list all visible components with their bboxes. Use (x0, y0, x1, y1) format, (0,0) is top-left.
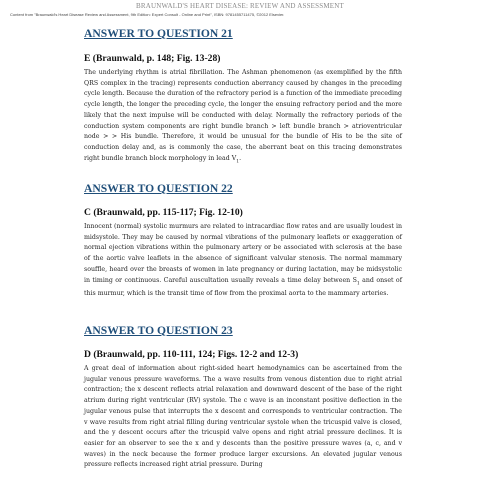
answer-body: A great deal of information about right-sided heart hemodynamics can be ascertained from the jugular venous pressure waveforms. The a wave results from venous distention due to right atrial contraction; the x descent reflects atrial relaxation and downward descent of the base of the right atrium during right ventricular (RV) systole. The c wave is an inconstant positive deflection in the jugular venous pulse that interrupts the x descent and corresponds to ventricular contraction. The v wave results from right atrial filling during ventricular systole when the tricuspid valve is closed, and the y descent occurs after the tricuspid valve opens and right atrial pressure declines. It is easier for an observer to see the x and y descents than the positive pressure waves (a, c, and v waves) in the neck because the former produce larger excursions. An elevated jugular venous pressure reflects increased right atrial pressure. During (84, 365, 402, 469)
subscript: 1 (236, 158, 240, 164)
answer-body (84, 68, 402, 168)
answer-body-text: Innocent (normal) systolic murmurs are related to intracardiac flow rates and are usually loudest in midsystole. They may be caused by normal vibrations of the pulmonary leaflets or exaggeration of normal ejection vibrations within the pulmonary artery or be associated with sclerosis at the base of the aortic valve leaflets in the absence of significant valvular stenosis. The normal mammary souffle, heard over the breasts of women in late pregnancy or during lactation, may be midsystolic in timing or continuous. Careful auscultation usually reveals a time delay between S (84, 223, 402, 284)
answer-reference: E (Braunwald, p. 148; Fig. 13-28) (84, 53, 221, 64)
answer-section-21 (84, 25, 402, 168)
answer-body-tail: and onset of this murmur, which is the transit time of flow from the proximal aorta to the mammary arteries. (84, 276, 403, 298)
running-head: BRAUNWALD'S HEART DISEASE: REVIEW AND ASSESSMENT (136, 2, 344, 10)
answer-section-23 (84, 322, 402, 471)
answer-body (84, 222, 402, 300)
answer-heading: ANSWER TO QUESTION 22 (84, 182, 233, 195)
answer-section-22 (84, 180, 402, 300)
subscript: 1 (356, 280, 360, 286)
copyright-notice: Content from "Braunwald's Heart Disease Review and Assessment, 9th Edition: Expert Consult - Online and Print", ISBN: 9781455711475, ©2012 Elsevier. (10, 12, 285, 17)
answer-body-text: The underlying rhythm is atrial fibrillation. The Ashman phenomenon (as exemplified by the fifth QRS complex in the tracing) represents conduction aberrancy caused by changes in the preceding cycle length. Because the duration of the refractory period is a function of the immediate preceding cycle length, the longer the preceding cycle, the longer the ensuing refractory period and the more likely that the next impulse will be conducted with delay. Normally the refractory periods of the conduction system components are right bundle branch > left bundle branch > atrioventricular node > > His bundle. Therefore, it would be unusual for the bundle of His to be the site of conduction delay and, as is commonly the case, the aberrant beat on this tracing demonstrates right bundle branch block morphology in lead V (84, 69, 402, 162)
answer-reference: D (Braunwald, pp. 110-111, 124; Figs. 12-2 and 12-3) (84, 349, 299, 360)
answer-heading: ANSWER TO QUESTION 21 (84, 27, 233, 40)
page-content (84, 24, 403, 469)
answer-heading: ANSWER TO QUESTION 23 (84, 324, 233, 337)
answer-body-tail: . (239, 154, 242, 162)
answer-reference: C (Braunwald, pp. 115-117; Fig. 12-10) (84, 207, 243, 218)
